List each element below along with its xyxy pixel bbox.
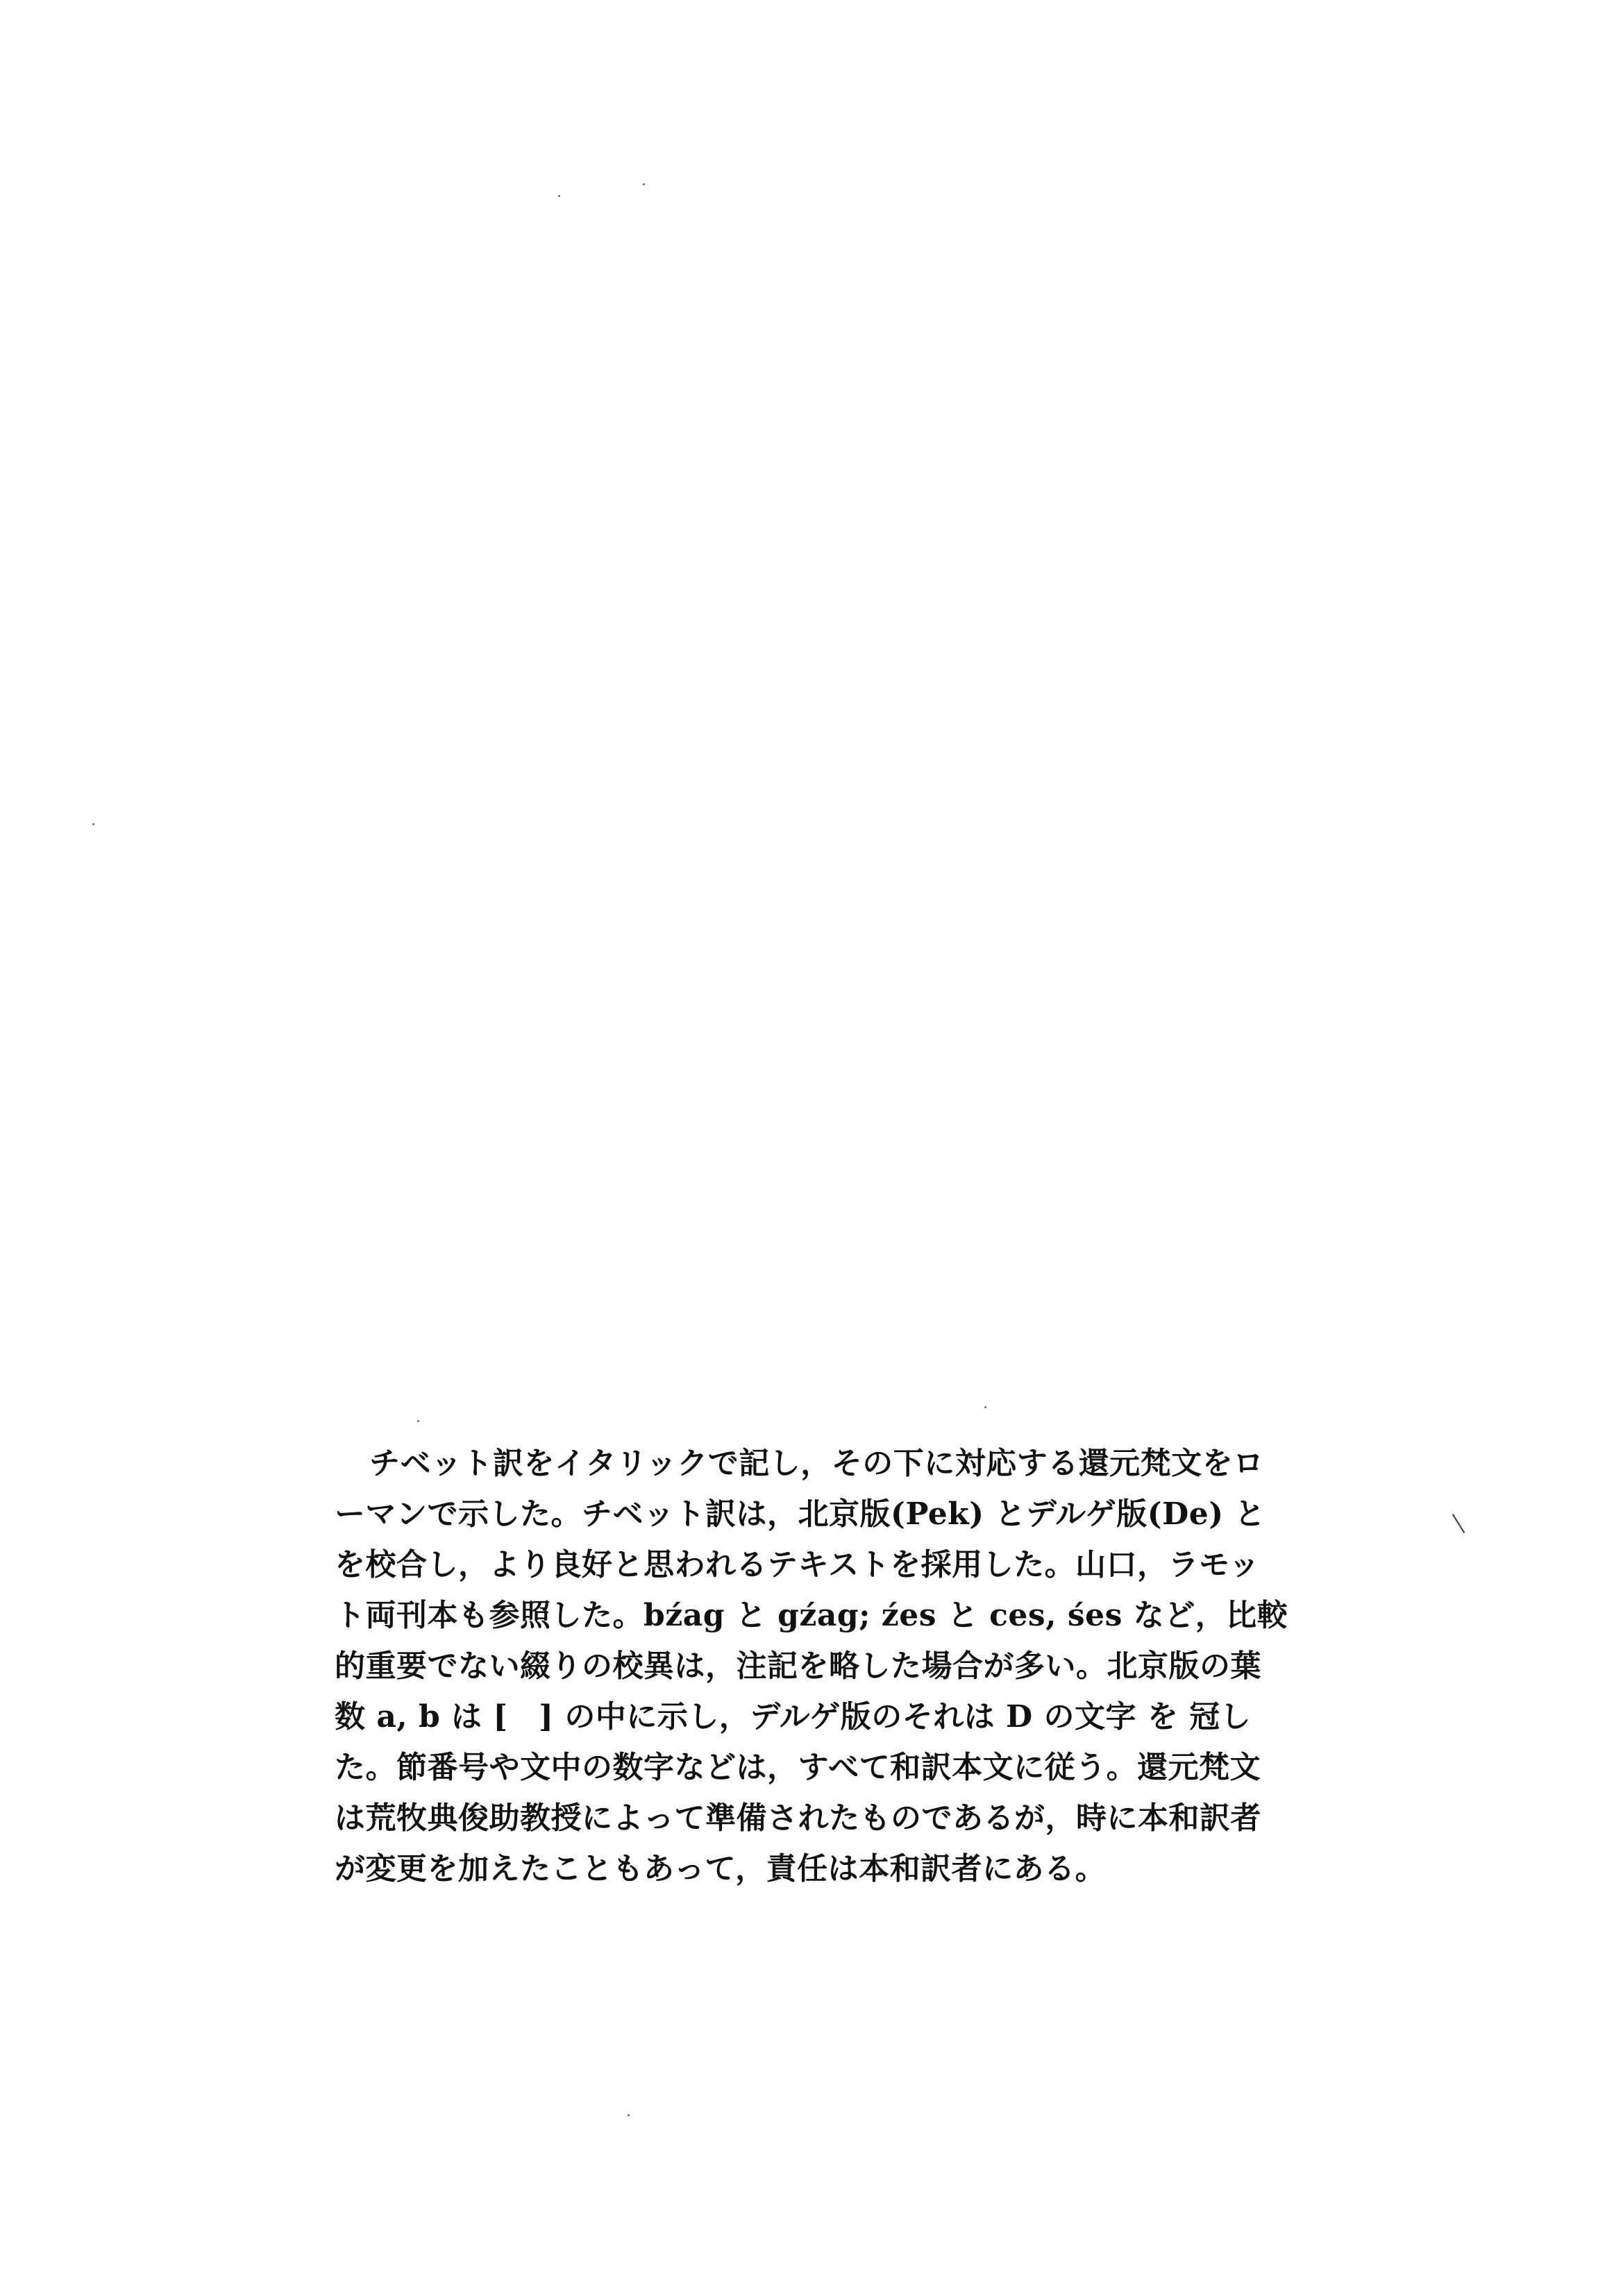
scan-speck: [558, 195, 560, 197]
scan-speck: [417, 1420, 419, 1422]
paragraph-line: ト両刊本も参照した。bźag と gźag; źes と ces, śes など，比較: [335, 1598, 1288, 1633]
scan-stroke-mark: [1452, 1514, 1465, 1533]
paragraph-line: を校合し，より良好と思われるテキストを採用した。山口，ラモッ: [335, 1547, 1260, 1582]
paragraph-line: が変更を加えたこともあって，責任は本和訳者にある。: [335, 1851, 1107, 1886]
scan-speck: [643, 183, 645, 185]
scan-speck: [628, 2114, 630, 2116]
paragraph-line: チベット訳をイタリックで記し，その下に対応する還元梵文をロ: [369, 1446, 1264, 1481]
body-paragraph: [335, 1438, 1306, 1894]
paragraph-line: は荒牧典俊助教授によって準備されたものであるが，時に本和訳者: [335, 1800, 1261, 1836]
paragraph-line: 的重要でない綴りの校異は，注記を略した場合が多い。北京版の葉: [335, 1648, 1261, 1684]
paragraph-line: ーマンで示した。チベット訳は，北京版(Pek) とデルゲ版(De) と: [335, 1496, 1265, 1532]
paragraph-line: 数 a, b は [ ] の中に示し，デルゲ版のそれは D の文字 を 冠し: [335, 1699, 1252, 1734]
scan-speck: [984, 1406, 986, 1408]
paragraph-line: た。節番号や文中の数字などは，すべて和訳本文に従う。還元梵文: [335, 1750, 1261, 1785]
scan-speck: [92, 823, 94, 825]
